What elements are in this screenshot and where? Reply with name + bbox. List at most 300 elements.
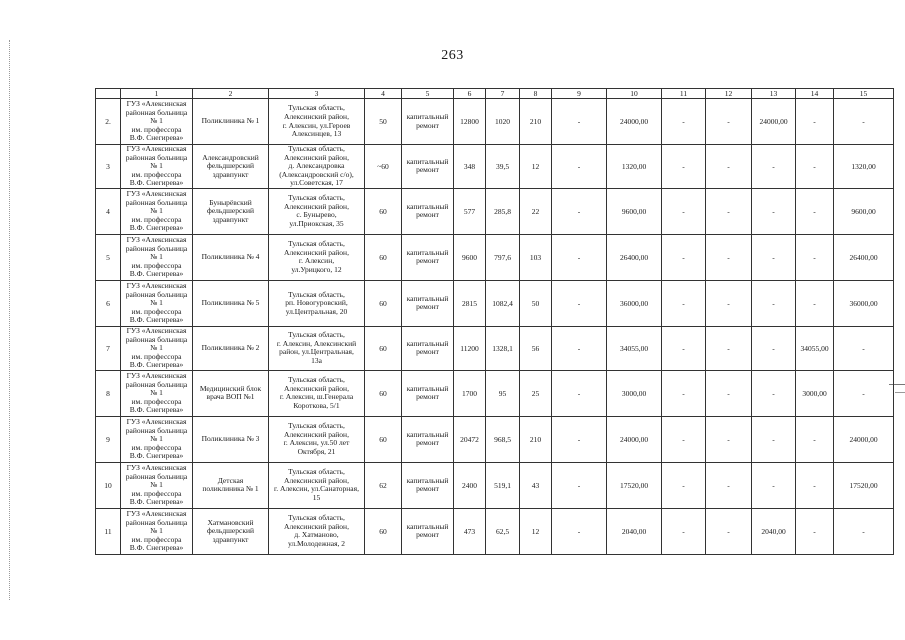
cell-line: Тульская область, [288,375,345,385]
cell-line: капитальный [406,429,449,439]
cell-c14: - [796,416,834,462]
cell-line: (Александровский с/о), [279,169,354,179]
cell-line: ул.Молодежная, 2 [287,539,346,549]
cell-c7: 1082,4 [486,280,520,326]
cell-c9: - [552,280,607,326]
cell-line: им. профессора [131,351,182,361]
cell-obj [193,145,269,189]
table-row [96,188,894,234]
header-cell: 15 [834,89,894,99]
cell-line: рп. Новогуровский, [285,298,348,308]
cell-line: ремонт [416,165,439,175]
cell-c10: 34055,00 [607,326,662,370]
cell-line: капитальный [406,156,449,166]
cell-line: Тульская область, [288,513,345,523]
cell-c12: - [706,416,752,462]
cell-c14: - [796,234,834,280]
cell-c12: - [706,280,752,326]
cell-line: Медицинский блок [199,383,262,393]
cell-c13: - [752,280,796,326]
cell-line: Тульская область, [288,289,345,299]
cell-c13: - [752,462,796,508]
cell-c5 [402,416,454,462]
cell-c6: 2815 [454,280,486,326]
cell-org [121,145,193,189]
cell-line: капитальный [406,338,449,348]
cell-c10: 9600,00 [607,188,662,234]
cell-line: № 1 [150,116,163,126]
cell-line: районная больница [125,334,188,344]
cell-c15: - [834,508,894,554]
cell-c9: - [552,188,607,234]
cell-line: им. профессора [131,306,182,316]
cell-c13: - [752,416,796,462]
cell-c4: ~60 [365,145,402,189]
cell-line: капитальный [406,475,449,485]
table-row [96,280,894,326]
cell-c12: - [706,370,752,416]
cell-line: Алексинский район, [284,152,349,162]
cell-line: районная больница [125,425,188,435]
table-row [96,416,894,462]
row-spacer-cell: 4 [96,188,121,234]
header-cell: 7 [486,89,520,99]
cell-c10: 36000,00 [607,280,662,326]
cell-line: В.Ф. Снегирева» [129,360,184,370]
cell-line: Бунырёвский [209,197,252,207]
cell-line: фельдшерский [206,161,255,171]
cell-c10: 2040,00 [607,508,662,554]
header-cell: 11 [662,89,706,99]
cell-line: капитальный [406,247,449,257]
cell-org [121,508,193,554]
cell-c8: 22 [520,188,552,234]
cell-line: районная больница [125,289,188,299]
cell-c9: - [552,370,607,416]
cell-line: ремонт [416,530,439,540]
cell-c10: 1320,00 [607,145,662,189]
cell-line: Алексинский район, [284,201,349,211]
cell-c6: 9600 [454,234,486,280]
cell-c11: - [662,462,706,508]
cell-line: Александровский [202,152,259,162]
row-spacer-cell: 9 [96,416,121,462]
cell-c12: - [706,462,752,508]
cell-addr [269,99,365,145]
cell-c8: 25 [520,370,552,416]
cell-line: Алексинский район, [284,247,349,257]
cell-c11: - [662,145,706,189]
cell-c15: 1320,00 [834,145,894,189]
cell-line: ул.Советская, 17 [290,178,343,188]
cell-line: г. Алексин, ш.Генерала [279,392,354,402]
cell-line: здравпункт [212,214,249,224]
cell-line: здравпункт [212,169,249,179]
cell-line: им. профессора [131,214,182,224]
cell-c12: - [706,234,752,280]
cell-c6: 20472 [454,416,486,462]
cell-c5 [402,326,454,370]
cell-line: ГУЗ «Алексинская [126,370,187,380]
cell-c7: 1328,1 [486,326,520,370]
cell-line: Алексинский район, [284,383,349,393]
cell-line: Поликлиника № 4 [201,252,260,262]
cell-c15: - [834,326,894,370]
cell-line: В.Ф. Снегирева» [129,223,184,233]
cell-c12: - [706,508,752,554]
row-spacer-cell: 6 [96,280,121,326]
cell-line: № 1 [150,252,163,262]
cell-c10: 17520,00 [607,462,662,508]
cell-c8: 210 [520,99,552,145]
cell-c4: 62 [365,462,402,508]
cell-line: Октября, 21 [297,447,336,457]
cell-c8: 103 [520,234,552,280]
header-cell: 1 [121,89,193,99]
cell-c9: - [552,99,607,145]
cell-obj [193,234,269,280]
cell-addr [269,188,365,234]
row-spacer-cell: 2. [96,99,121,145]
cell-line: г. Алексин, ул.50 лет [283,438,350,448]
cell-line: ремонт [416,347,439,357]
table-row [96,326,894,370]
cell-line: В.Ф. Снегирева» [129,269,184,279]
cell-line: № 1 [150,298,163,308]
cell-line: ГУЗ «Алексинская [126,144,187,153]
cell-addr [269,416,365,462]
cell-c6: 473 [454,508,486,554]
cell-line: ГУЗ «Алексинская [126,326,187,335]
cell-line: им. профессора [131,260,182,270]
cell-c5 [402,234,454,280]
cell-line: Тульская область, [288,144,345,153]
cell-c13: - [752,188,796,234]
cell-org [121,326,193,370]
cell-line: здравпункт [212,534,249,544]
cell-org [121,234,193,280]
cell-line: ул.Урицкого, 12 [291,265,342,275]
row-spacer-cell: 7 [96,326,121,370]
cell-c4: 60 [365,234,402,280]
cell-c6: 577 [454,188,486,234]
cell-line: Тульская область, [288,239,345,249]
cell-c11: - [662,416,706,462]
cell-line: В.Ф. Снегирева» [129,451,184,461]
cell-line: Алексинский район, [284,475,349,485]
cell-line: ремонт [416,302,439,312]
cell-c10: 24000,00 [607,99,662,145]
cell-c10: 3000,00 [607,370,662,416]
table-row [96,370,894,416]
cell-c9: - [552,508,607,554]
column-number-row [96,89,894,99]
cell-obj [193,99,269,145]
cell-line: д. Хатманово, [294,530,339,540]
cell-c11: - [662,280,706,326]
cell-c9: - [552,462,607,508]
cell-line: фельдшерский [206,206,255,216]
cell-line: ремонт [416,210,439,220]
cell-c9: - [552,145,607,189]
cell-line: В.Ф. Снегирева» [129,405,184,415]
cell-obj [193,188,269,234]
cell-line: ГУЗ «Алексинская [126,234,187,244]
cell-c5 [402,99,454,145]
cell-line: ГУЗ «Алексинская [126,280,187,290]
cell-c14: - [796,280,834,326]
cell-c4: 50 [365,99,402,145]
cell-line: г. Алексин, ул.Героев [282,120,351,130]
cell-line: № 1 [150,434,163,444]
cell-line: капитальный [406,293,449,303]
cell-line: Короткова, 5/1 [293,401,340,411]
cell-line: Алексинский район, [284,111,349,121]
header-cell: 10 [607,89,662,99]
cell-line: Поликлиника № 3 [201,434,260,444]
cell-line: Алексинский район, [284,429,349,439]
header-cell: 2 [193,89,269,99]
header-cell: 3 [269,89,365,99]
cell-c7: 797,6 [486,234,520,280]
cell-c13: - [752,145,796,189]
cell-line: Поликлиника № 5 [201,298,260,308]
cell-line: ГУЗ «Алексинская [126,462,187,472]
cell-c5 [402,280,454,326]
table-row [96,508,894,554]
cell-c14: 34055,00 [796,326,834,370]
cell-line: районная больница [125,471,188,481]
cell-line: фельдшерский [206,526,255,536]
cell-line: Алексинцев, 13 [291,129,342,139]
cell-obj [193,280,269,326]
cell-org [121,370,193,416]
cell-line: районная больница [125,107,188,117]
cell-line: районная больница [125,379,188,389]
cell-c11: - [662,188,706,234]
cell-line: Тульская область, [288,421,345,431]
cell-addr [269,234,365,280]
cell-line: 13а [311,356,322,366]
cell-line: ремонт [416,120,439,130]
cell-line: капитальный [406,521,449,531]
cell-c7: 95 [486,370,520,416]
page-number: 263 [441,48,464,63]
cell-addr [269,370,365,416]
cell-addr [269,508,365,554]
row-spacer-cell: 5 [96,234,121,280]
cell-line: ремонт [416,438,439,448]
cell-line: В.Ф. Снегирева» [129,543,184,553]
cell-line: Тульская область, [288,330,345,340]
cell-line: № 1 [150,206,163,216]
cell-line: г. Алексин, [298,256,335,266]
cell-c13: 2040,00 [752,508,796,554]
header-cell: 8 [520,89,552,99]
row-spacer-cell: 10 [96,462,121,508]
cell-addr [269,462,365,508]
cell-c7: 1020 [486,99,520,145]
cell-line: районная больница [125,197,188,207]
cell-c10: 26400,00 [607,234,662,280]
cell-line: Хатмановский [207,517,254,527]
header-cell: 4 [365,89,402,99]
cell-c9: - [552,326,607,370]
cell-c5 [402,462,454,508]
cell-c8: 12 [520,145,552,189]
cell-c13: - [752,234,796,280]
cell-line: с. Бунырево, [296,210,337,220]
cell-line: Тульская область, [288,193,345,203]
cell-line: № 1 [150,161,163,171]
cell-c14: - [796,508,834,554]
cell-c8: 56 [520,326,552,370]
cell-c15: - [834,99,894,145]
page-edge-mark [895,392,905,393]
cell-c9: - [552,416,607,462]
cell-c10: 24000,00 [607,416,662,462]
cell-line: капитальный [406,111,449,121]
cell-c15: 17520,00 [834,462,894,508]
cell-addr [269,326,365,370]
cell-org [121,99,193,145]
cell-line: район, ул.Центральная, [279,347,354,357]
cell-line: № 1 [150,526,163,536]
header-cell: 12 [706,89,752,99]
cell-line: д. Александровка [288,161,345,171]
cell-line: ремонт [416,392,439,402]
cell-c4: 60 [365,188,402,234]
cell-c13: - [752,326,796,370]
cell-c11: - [662,370,706,416]
cell-c11: - [662,508,706,554]
cell-line: Детская [217,475,244,485]
cell-c11: - [662,99,706,145]
cell-line: врача ВОП №1 [206,392,255,402]
cell-org [121,462,193,508]
cell-c5 [402,508,454,554]
cell-line: ГУЗ «Алексинская [126,416,187,426]
row-spacer-cell: 8 [96,370,121,416]
cell-c5 [402,188,454,234]
cell-line: № 1 [150,388,163,398]
cell-line: ремонт [416,484,439,494]
cell-line: Поликлиника № 1 [201,116,260,126]
cell-line: им. профессора [131,442,182,452]
cell-c5 [402,145,454,189]
cell-line: г. Алексин, ул.Санаторная, [274,484,359,494]
cell-line: 15 [312,493,321,503]
cell-line: им. профессора [131,488,182,498]
table-body [96,99,894,555]
cell-line: районная больница [125,517,188,527]
binding-margin-dots [9,40,10,600]
cell-c15: 9600,00 [834,188,894,234]
cell-c11: - [662,326,706,370]
cell-line: районная больница [125,243,188,253]
cell-c15: 26400,00 [834,234,894,280]
cell-c14: - [796,188,834,234]
cell-line: г. Алексин, Алексинский [276,338,357,348]
cell-c15: - [834,370,894,416]
cell-c7: 285,8 [486,188,520,234]
cell-c8: 43 [520,462,552,508]
cell-c4: 60 [365,508,402,554]
header-cell: 14 [796,89,834,99]
cell-c13: 24000,00 [752,99,796,145]
cell-c7: 968,5 [486,416,520,462]
cell-line: им. профессора [131,396,182,406]
cell-c12: - [706,326,752,370]
cell-line: им. профессора [131,169,182,179]
table-row [96,234,894,280]
cell-c7: 39,5 [486,145,520,189]
cell-c14: - [796,99,834,145]
cell-line: ул.Приокская, 35 [289,219,344,229]
cell-c5 [402,370,454,416]
header-cell-spacer [96,89,121,99]
cell-line: В.Ф. Снегирева» [129,178,184,188]
cell-line: Тульская область, [288,103,345,113]
cell-line: ГУЗ «Алексинская [126,188,187,198]
cell-c6: 348 [454,145,486,189]
table-row [96,145,894,189]
cell-obj [193,462,269,508]
cell-c8: 210 [520,416,552,462]
table-row [96,99,894,145]
row-spacer-cell: 11 [96,508,121,554]
cell-c7: 519,1 [486,462,520,508]
cell-line: В.Ф. Снегирева» [129,497,184,507]
table-row [96,462,894,508]
cell-c6: 12800 [454,99,486,145]
cell-c13: - [752,370,796,416]
cell-line: им. профессора [131,534,182,544]
cell-c8: 50 [520,280,552,326]
cell-line: поликлиника № 1 [202,484,259,494]
cell-line: капитальный [406,383,449,393]
row-spacer-cell: 3 [96,145,121,189]
cell-c4: 60 [365,280,402,326]
cell-line: № 1 [150,480,163,490]
cell-c4: 60 [365,326,402,370]
cell-line: Алексинский район, [284,521,349,531]
cell-c14: - [796,462,834,508]
cell-org [121,416,193,462]
cell-line: № 1 [150,343,163,353]
cell-c15: 36000,00 [834,280,894,326]
cell-c9: - [552,234,607,280]
cell-obj [193,326,269,370]
cell-line: Поликлиника № 2 [201,343,260,353]
facilities-table [95,88,894,555]
cell-c6: 1700 [454,370,486,416]
header-cell: 13 [752,89,796,99]
cell-org [121,188,193,234]
cell-c12: - [706,145,752,189]
cell-c15: 24000,00 [834,416,894,462]
cell-obj [193,508,269,554]
cell-c6: 2400 [454,462,486,508]
cell-line: ГУЗ «Алексинская [126,99,187,109]
header-cell: 5 [402,89,454,99]
cell-addr [269,145,365,189]
cell-line: капитальный [406,201,449,211]
cell-line: ул.Центральная, 20 [285,306,348,316]
cell-line: В.Ф. Снегирева» [129,315,184,325]
cell-c12: - [706,188,752,234]
cell-c14: - [796,145,834,189]
